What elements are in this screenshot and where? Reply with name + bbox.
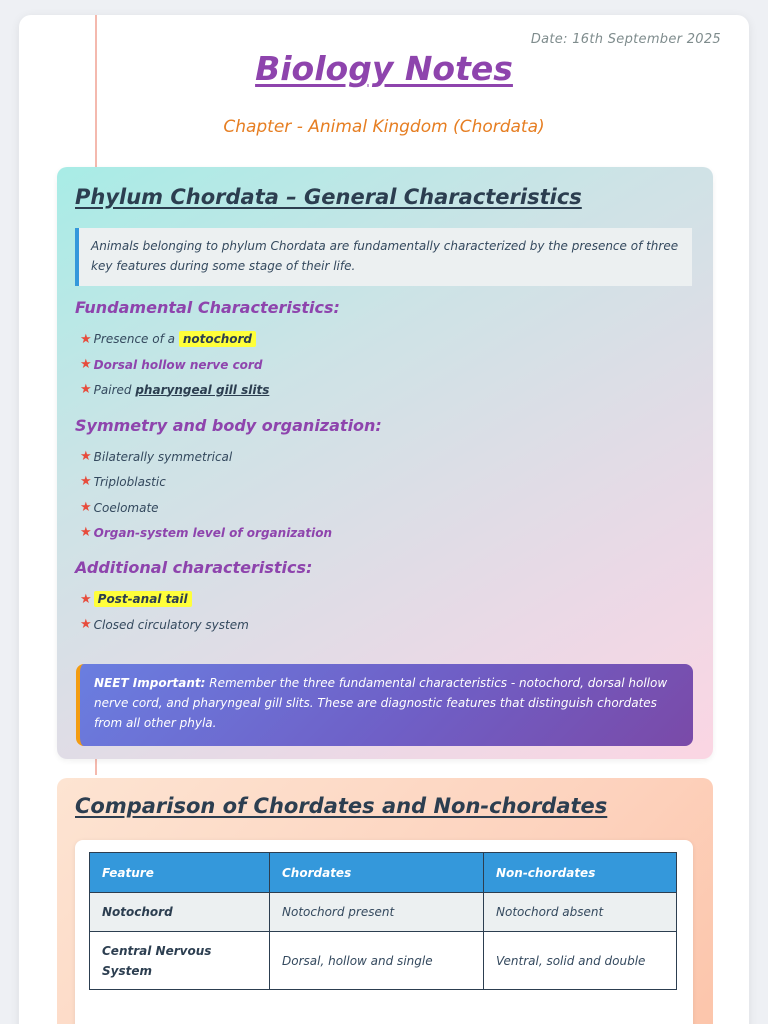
table-header: Non-chordates <box>484 853 677 893</box>
table-cell: Notochord absent <box>484 893 677 932</box>
page-title: Biology Notes <box>255 49 513 88</box>
star-icon: ★ <box>80 357 92 372</box>
list-item-text: Bilaterally symmetrical <box>93 449 233 464</box>
section-title: Comparison of Chordates and Non-chordates <box>75 794 608 818</box>
notes-page <box>19 15 749 1024</box>
comparison-table-container <box>75 840 693 1024</box>
list-item <box>80 617 249 632</box>
chordata-characteristics-card <box>57 167 713 759</box>
table-cell: Dorsal, hollow and single <box>270 932 484 990</box>
list-item <box>80 591 192 607</box>
list-item-text: Triploblastic <box>93 474 166 489</box>
comparison-card <box>57 778 713 1024</box>
highlighted-term: notochord <box>179 331 256 347</box>
list-item-text: Coelomate <box>93 500 159 515</box>
comparison-table <box>89 852 677 990</box>
callout-label: NEET Important: <box>94 676 206 690</box>
table-header-row <box>90 853 677 893</box>
star-icon: ★ <box>80 449 92 464</box>
list-item-text: Organ-system level of organization <box>93 525 333 540</box>
page-subtitle: Chapter - Animal Kingdom (Chordata) <box>223 117 545 137</box>
table-row <box>90 893 677 932</box>
list-item-text: Dorsal hollow nerve cord <box>93 357 263 372</box>
table-header: Feature <box>90 853 270 893</box>
list-item <box>80 357 262 372</box>
symmetry-heading: Symmetry and body organization: <box>75 416 382 435</box>
list-item <box>80 500 159 515</box>
list-item-text: Presence of a <box>93 332 175 346</box>
fundamental-heading: Fundamental Characteristics: <box>75 298 340 317</box>
table-cell: Notochord <box>90 893 270 932</box>
star-icon: ★ <box>80 500 92 515</box>
section-title: Phylum Chordata – General Characteristics <box>75 185 582 209</box>
star-icon: ★ <box>80 591 92 607</box>
list-item <box>80 382 269 397</box>
star-icon: ★ <box>80 617 92 632</box>
list-item-text: Closed circulatory system <box>93 617 249 632</box>
list-item <box>80 474 166 489</box>
list-item-text: Paired <box>93 382 132 397</box>
list-item <box>80 449 232 464</box>
emphasized-term: pharyngeal gill slits <box>135 382 270 397</box>
list-item <box>80 525 332 540</box>
neet-important-callout <box>76 664 693 746</box>
star-icon: ★ <box>80 525 92 540</box>
highlighted-term: Post-anal tail <box>94 591 192 607</box>
table-row <box>90 932 677 990</box>
callout-text: Remember the three fundamental characteristics - notochord, dorsal hollow nerve cord, and pharyngeal gill slits. These are diagnostic features that distinguish chordates from all other phyla. <box>94 676 668 730</box>
star-icon: ★ <box>80 474 92 489</box>
star-icon: ★ <box>80 331 92 347</box>
table-header: Chordates <box>270 853 484 893</box>
date-label: Date: 16th September 2025 <box>530 32 721 47</box>
table-cell: Notochord present <box>270 893 484 932</box>
star-icon: ★ <box>80 382 92 397</box>
list-item <box>80 331 256 347</box>
intro-note: Animals belonging to phylum Chordata are fundamentally characterized by the presence of three key features during some stage of their life. <box>75 228 692 286</box>
additional-heading: Additional characteristics: <box>75 558 313 577</box>
table-cell: Central Nervous System <box>90 932 270 990</box>
table-cell: Ventral, solid and double <box>484 932 677 990</box>
